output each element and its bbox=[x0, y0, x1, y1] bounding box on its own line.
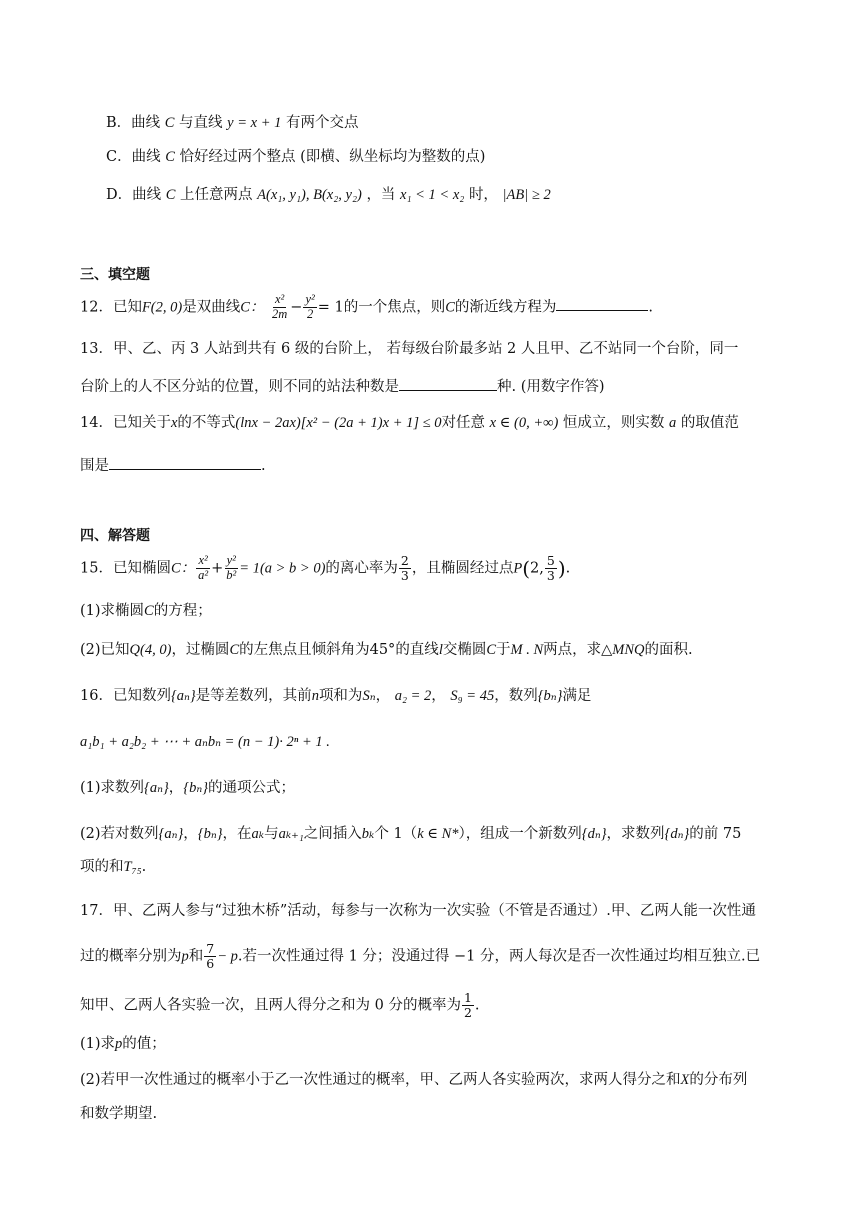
q17-1-p: p bbox=[115, 1036, 123, 1052]
question-12: 12．已知F(2, 0)是双曲线C： $\frac{\text{x²}}{2m}$ − $\frac{\text{y²}}{2}$ = 1的一个焦点，则C的渐近线方程为 . bbox=[80, 292, 653, 321]
q14-text-b: 的不等式 bbox=[177, 415, 236, 431]
q14-x: x bbox=[170, 415, 178, 431]
q15-point-x: 2, bbox=[530, 560, 544, 577]
q15-2-b: ，过椭圆 bbox=[171, 642, 230, 658]
question-17-part-2 bbox=[80, 1073, 747, 1088]
q14-text-a: 14．已知关于 bbox=[80, 415, 171, 431]
option-d-label: D．曲线 bbox=[106, 187, 162, 203]
option-b-suffix: 有两个交点 bbox=[285, 115, 359, 131]
q15-2-e: 的直线 bbox=[395, 642, 439, 658]
q17-2-c: − p bbox=[217, 948, 238, 965]
q13-text-b: 种. (用数字作答) bbox=[497, 379, 605, 395]
q12-answer-blank[interactable] bbox=[556, 297, 648, 311]
q16-g: 满足 bbox=[562, 688, 592, 704]
q16-2-g: ），组成一个新数列 bbox=[458, 826, 582, 842]
q17-2-b: 和 bbox=[188, 948, 204, 965]
section-4-title: 四、解答题 bbox=[80, 528, 150, 544]
q15-2-g: C bbox=[486, 642, 497, 658]
q12-fraction-1 bbox=[270, 293, 289, 322]
q15-fraction-1 bbox=[196, 554, 210, 583]
q12-focus: F(2, 0) bbox=[141, 299, 183, 316]
option-d-result: |AB| ≥ 2 bbox=[502, 187, 551, 203]
q16-1-b: ， bbox=[168, 780, 184, 796]
q12-frac2-den: 2 bbox=[306, 306, 314, 321]
q16-b: 是等差数列，其前 bbox=[195, 688, 312, 704]
option-c-text: 恰好经过两个整点 (即横、纵坐标均为整数的点) bbox=[179, 149, 486, 165]
q15-1-a: (1)求椭圆 bbox=[80, 603, 145, 619]
q16-1-an: {aₙ} bbox=[144, 780, 169, 796]
q16-2-j: 项的和 bbox=[80, 859, 124, 875]
q16-1-bn: {bₙ} bbox=[183, 780, 209, 796]
q17-2q-b: 的分布列 bbox=[689, 1072, 748, 1088]
q14-text-c: 对任意 bbox=[441, 415, 485, 431]
q12-curve: C： bbox=[240, 299, 265, 316]
q15-2-h: 于 bbox=[496, 642, 511, 658]
q16-2-bn: {bₙ} bbox=[197, 826, 223, 842]
q17-f-num: 7 bbox=[206, 941, 215, 956]
q15-2-q: Q(4, 0) bbox=[129, 642, 172, 658]
q14-inequality: (lnx − 2ax)[x² − (2a + 1)x + 1] ≤ 0 bbox=[235, 415, 442, 431]
section-3-title: 三、填空题 bbox=[80, 267, 150, 283]
question-15-part-1 bbox=[80, 604, 212, 619]
q15-point: P bbox=[513, 560, 523, 577]
question-15: 15．已知椭圆C： $\frac{\text{x²}}{\text{a²}}$ + $\frac{\text{y²}}{\text{b²}}$ = 1(a > b > 0)的离心率为 $\frac{2}{3}$ ，且椭圆经过点P(2, $\frac{5}{3}$ ). bbox=[80, 553, 571, 583]
question-17-line-2 bbox=[80, 942, 760, 971]
question-16 bbox=[80, 689, 591, 704]
q17-h-den: 2 bbox=[463, 1004, 472, 1020]
q12-text-a: 12．已知 bbox=[80, 299, 142, 316]
q16-2-ak: aₖ bbox=[251, 826, 265, 842]
q17-h-num: 1 bbox=[463, 990, 472, 1005]
q15-2-mn: M . N bbox=[510, 642, 544, 658]
q16-2-an: {aₙ} bbox=[158, 826, 184, 842]
option-c bbox=[106, 150, 485, 165]
question-13-line-2 bbox=[80, 377, 605, 395]
q15-2-triangle: △MNQ bbox=[601, 642, 645, 658]
q16-bn: {bₙ} bbox=[537, 688, 563, 704]
q15-curve: C： bbox=[170, 560, 196, 577]
option-d-condition: x₁ < 1 < x₂ bbox=[400, 187, 465, 203]
q16-2-a: (2)若对数列 bbox=[80, 826, 159, 842]
option-d-time: 时， bbox=[468, 187, 498, 203]
q16-sn: Sₙ bbox=[362, 688, 376, 704]
option-b-text: 与直线 bbox=[179, 115, 223, 131]
q16-an: {aₙ} bbox=[170, 688, 196, 704]
q16-2-i: 的前 75 bbox=[689, 826, 742, 842]
question-16-part-2-line-2 bbox=[80, 860, 146, 875]
q12-fraction-2 bbox=[303, 293, 316, 322]
q16-n: n bbox=[311, 688, 319, 704]
q17-3-end: . bbox=[474, 997, 480, 1014]
q15-equation: = 1(a > b > 0) bbox=[239, 560, 326, 577]
question-13-line-1: 13．甲、乙、丙 3 人站到共有 6 级的台阶上， 若每级台阶最多站 2 人且甲、乙不站同一个台阶，同一 bbox=[80, 341, 739, 357]
q15-text-b: 的离心率为 bbox=[325, 560, 398, 577]
q15-end: . bbox=[565, 560, 571, 577]
q16-e: ， bbox=[431, 688, 446, 704]
q15-p-den: 3 bbox=[546, 567, 555, 583]
option-b bbox=[106, 116, 358, 131]
q12-text-f: 的渐近线方程为 bbox=[454, 299, 557, 316]
q16-2-c: ，在 bbox=[222, 826, 252, 842]
option-b-equation: y = x + 1 bbox=[227, 115, 282, 131]
q12-curve-2: C bbox=[445, 299, 455, 316]
q14-text-e: 的取值范 bbox=[680, 415, 739, 431]
q16-2-b: ， bbox=[183, 826, 198, 842]
q12-frac1-num: x² bbox=[274, 292, 285, 306]
q16-2-dn2: {dₙ} bbox=[664, 826, 690, 842]
q15-1-end: 的方程； bbox=[153, 603, 212, 619]
q16-c: 项和为 bbox=[318, 688, 363, 704]
question-15-part-2 bbox=[80, 643, 693, 658]
q17-p: p bbox=[181, 948, 189, 965]
q15-text-a: 15．已知椭圆 bbox=[80, 560, 171, 577]
question-16-part-2-line-1 bbox=[80, 827, 741, 842]
q16-a2: a₂ = 2 bbox=[394, 688, 432, 704]
question-16-equation: a₁b₁ + a₂b₂ + ⋯ + aₙbₙ = (n − 1)· 2ⁿ + 1 . bbox=[80, 734, 330, 750]
q14-answer-blank[interactable] bbox=[109, 456, 261, 470]
q15-f2-den: b² bbox=[226, 567, 237, 582]
q15-fraction-2 bbox=[224, 554, 238, 583]
q15-2-d: 的左焦点且倾斜角为 bbox=[239, 642, 370, 658]
q17-2q-x: X bbox=[680, 1072, 690, 1088]
q15-2-angle: 45° bbox=[369, 642, 396, 658]
q17-1-b: 的值； bbox=[122, 1036, 166, 1052]
q14-var-a: a bbox=[669, 415, 677, 431]
q16-2-h: ，求数列 bbox=[606, 826, 665, 842]
option-d-when: ，当 bbox=[366, 187, 396, 203]
q14-text-d: 恒成立，则实数 bbox=[562, 415, 665, 431]
q15-eccentricity bbox=[399, 554, 411, 583]
q13-text-a: 台阶上的人不区分站的位置，则不同的站法种数是 bbox=[80, 379, 399, 395]
option-b-label: B．曲线 bbox=[106, 115, 161, 131]
question-14-line-1 bbox=[80, 416, 739, 431]
question-17-line-1: 17．甲、乙两人参与“过独木桥”活动，每参与一次称为一次实验（不管是否通过）.甲、乙两人能一次性通 bbox=[80, 903, 756, 919]
q15-2-i: 两点，求 bbox=[543, 642, 602, 658]
q14-domain: x ∈ (0, +∞) bbox=[489, 415, 559, 431]
q17-2q-a: (2)若甲一次性通过的概率小于乙一次性通过的概率，甲、乙两人各实验两次，求两人得分之和 bbox=[80, 1072, 681, 1088]
q16-2-t: T₇₅ bbox=[123, 859, 142, 875]
q17-f-den: 6 bbox=[206, 955, 215, 971]
q15-e-den: 3 bbox=[400, 567, 409, 583]
question-14-line-2 bbox=[80, 456, 266, 474]
question-17-line-3 bbox=[80, 991, 480, 1020]
q14-text-f: 围是 bbox=[80, 458, 109, 474]
curve-symbol: C bbox=[165, 187, 176, 203]
q15-f1-den: a² bbox=[198, 567, 209, 582]
q16-d: ， bbox=[375, 688, 391, 704]
curve-symbol: C bbox=[165, 149, 175, 165]
q15-2-j: 的面积. bbox=[644, 642, 693, 658]
q15-2-f: 交椭圆 bbox=[442, 642, 487, 658]
q17-fraction bbox=[204, 942, 216, 971]
q12-frac2-num: y² bbox=[305, 292, 315, 306]
q15-f2-num: y² bbox=[226, 553, 236, 567]
q16-2-kn: k ∈ N* bbox=[417, 826, 459, 842]
curve-symbol: C bbox=[164, 115, 175, 131]
option-d-text: 上任意两点 bbox=[180, 187, 253, 203]
q15-2-a: (2)已知 bbox=[80, 642, 130, 658]
q15-2-l: l bbox=[438, 642, 443, 658]
q17-2-d: .若一次性通过得 1 分；没通过得 −1 分，两人每次是否一次性通过均相互独立.已 bbox=[237, 948, 761, 965]
q17-1-a: (1)求 bbox=[80, 1036, 116, 1052]
q17-3-a: 知甲、乙两人各实验一次，且两人得分之和为 0 分的概率为 bbox=[80, 997, 461, 1014]
q12-text-b: 是双曲线 bbox=[182, 299, 241, 316]
q15-e-num: 2 bbox=[400, 553, 409, 568]
q12-text-d: 的一个焦点，则 bbox=[343, 299, 446, 316]
q16-2-e: 之间插入 bbox=[303, 826, 362, 842]
q16-1-c: 的通项公式； bbox=[208, 780, 296, 796]
q16-2-bk: bₖ bbox=[361, 826, 375, 842]
q15-f1-num: x² bbox=[198, 553, 208, 567]
q17-2-a: 过的概率分别为 bbox=[80, 948, 182, 965]
q15-p-num: 5 bbox=[546, 553, 555, 568]
q16-2-f: 个 1（ bbox=[374, 826, 418, 842]
q15-point-y bbox=[545, 554, 557, 583]
q16-2-d: 与 bbox=[264, 826, 279, 842]
option-c-label: C．曲线 bbox=[106, 149, 161, 165]
q15-text-d: ，且椭圆经过点 bbox=[411, 560, 514, 577]
option-d-points: A(x₁, y₁), B(x₂, y₂) bbox=[257, 187, 362, 203]
q15-2-c: C bbox=[229, 642, 240, 658]
question-17-part-1 bbox=[80, 1037, 166, 1052]
q16-a: 16．已知数列 bbox=[80, 688, 171, 704]
q14-end: . bbox=[261, 458, 266, 474]
q12-frac1-den: 2m bbox=[272, 306, 288, 321]
q16-2-dn: {dₙ} bbox=[581, 826, 607, 842]
q13-answer-blank[interactable] bbox=[399, 377, 497, 391]
option-d bbox=[106, 188, 551, 203]
q16-1-a: (1)求数列 bbox=[80, 780, 145, 796]
q16-s9: S₉ = 45 bbox=[450, 688, 495, 704]
q12-end: . bbox=[648, 299, 653, 316]
q16-2-ak1: aₖ₊₁ bbox=[278, 826, 304, 842]
question-16-part-1 bbox=[80, 781, 295, 796]
q16-2-end: . bbox=[141, 859, 147, 875]
q15-1-curve: C bbox=[144, 603, 154, 619]
q12-equals: = 1 bbox=[317, 299, 344, 316]
q16-f: ，数列 bbox=[494, 688, 538, 704]
question-17-part-2-line-2: 和数学期望. bbox=[80, 1106, 158, 1122]
q17-half bbox=[462, 991, 474, 1020]
